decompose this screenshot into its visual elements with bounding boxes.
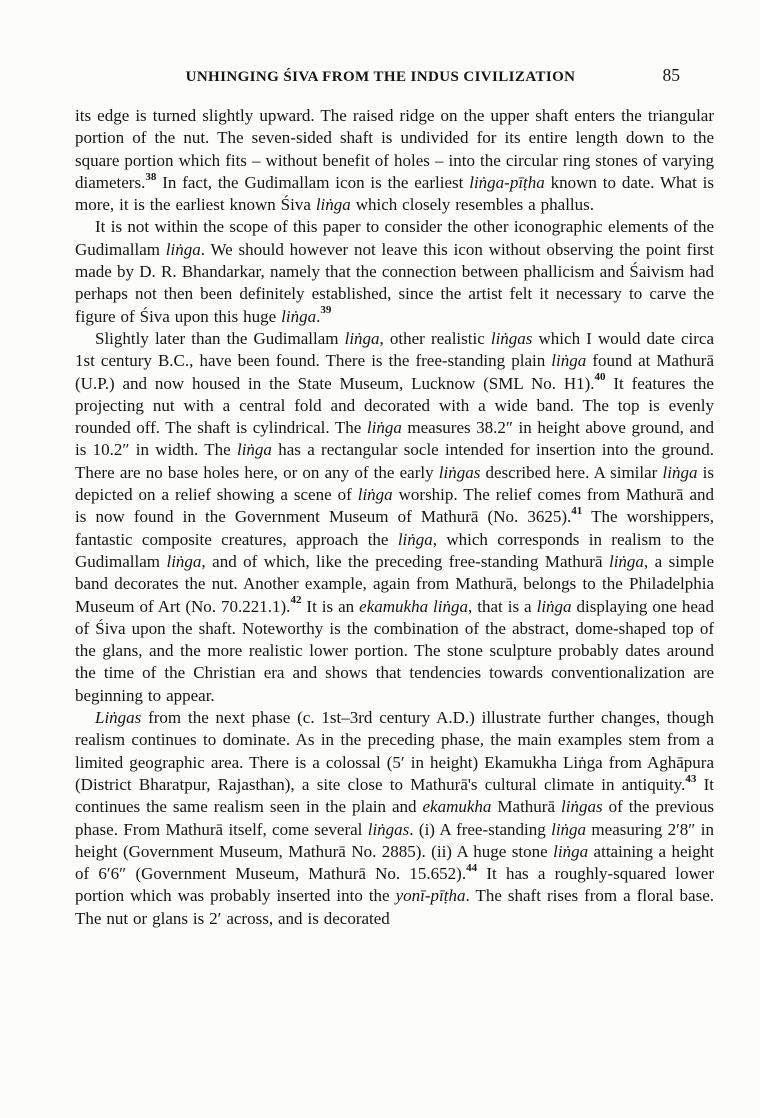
text-segment: described here. A similar [480, 462, 663, 482]
text-segment: which closely resembles a phallus. [350, 195, 595, 215]
footnote-ref: 39 [320, 304, 332, 317]
text-segment: has a rectangular socle intended for insertion into the ground. There are no base holes here, or on any of the early [75, 440, 714, 482]
text-segment: Slightly later than the Gudimallam [95, 328, 345, 348]
italic-term: ekamukha [422, 797, 492, 817]
italic-term: liṅgas [490, 328, 533, 348]
text-segment: from the next phase (c. 1st–3rd century A.D.) illustrate further changes, though realism continues to dominate. As in the preceding phase, the main examples stem from a limited geographic area. There is a colossal (5′ in height) Ekamukha Liṅga from Aghāpura (District Bharatpur, Rajasthan), a site close to Mathurā's cultural climate in antiquity. [75, 708, 714, 794]
text-segment: worship. The relief comes from Mathurā and is now found in the Government Museum of Mathurā (No. 3625). [75, 485, 714, 527]
footnote-ref: 40 [594, 371, 606, 384]
italic-term: ekamukha liṅga [359, 596, 469, 616]
page-header [75, 65, 714, 88]
italic-term: liṅga [608, 551, 644, 571]
italic-term: liṅgas [438, 462, 481, 482]
italic-term: liṅga-pīṭha [469, 172, 545, 192]
text-segment: known to date. What is more, it is the earliest known Śiva [75, 172, 715, 215]
italic-term: liṅga [551, 351, 587, 371]
page-number: 85 [662, 65, 680, 85]
italic-term: liṅga [166, 551, 202, 571]
text-segment: . The shaft rises from a floral base. The nut or glans is 2′ across, and is decorated [75, 886, 714, 928]
text-segment: It features the projecting nut with a central fold and decorated with a wide band. The top is evenly rounded off. The shaft is cylindrical. The [75, 373, 714, 438]
footnote-ref: 42 [290, 594, 302, 607]
running-title: UNHINGING ŚIVA FROM THE INDUS CIVILIZATION [185, 69, 576, 85]
text-segment: . (i) A free-standing [409, 819, 552, 839]
italic-term: liṅga [236, 440, 272, 460]
text-segment: , which corresponds in realism to the Gudimallam [75, 529, 714, 571]
italic-term: liṅgas [367, 819, 410, 839]
footnote-ref: 44 [466, 861, 478, 874]
italic-term: liṅga [551, 819, 587, 839]
text-segment: . [316, 306, 321, 326]
text-segment: , that is a [468, 596, 537, 616]
italic-term: liṅga [165, 239, 201, 259]
text-segment: attaining a height of 6′6″ (Government Museum, Mathurā No. 15.652). [75, 841, 715, 884]
text-segment: In fact, the Gudimallam icon is the earliest [156, 172, 470, 192]
italic-term: yonī-pīṭha [395, 886, 466, 906]
italic-term: liṅga [536, 596, 572, 616]
text-segment: Mathurā [491, 797, 562, 817]
text-segment: measures 38.2″ in height above ground, and is 10.2″ in width. The [75, 418, 714, 460]
text-segment: The worshippers, fantastic composite creatures, approach the [75, 507, 714, 549]
footnote-ref: 41 [571, 505, 583, 518]
italic-term: liṅga [315, 195, 351, 215]
footnote-ref: 43 [685, 772, 697, 785]
paragraph-2 [75, 216, 714, 327]
italic-term: liṅga [662, 462, 698, 482]
italic-term: liṅga [344, 328, 380, 348]
text-segment: It is an [301, 596, 360, 616]
paragraph-1 [75, 105, 714, 216]
text-segment: It continues the same realism seen in the plain and [75, 774, 714, 817]
text-segment: is depicted on a relief showing a scene of [75, 462, 714, 505]
text-segment: It is not within the scope of this paper to consider the other iconographic elements of the Gudimallam [75, 217, 714, 259]
footnote-ref: 38 [145, 170, 157, 183]
text-segment: found at Mathurā (U.P.) and now housed in the State Museum, Lucknow (SML No. H1). [75, 351, 714, 393]
italic-term: liṅga [553, 841, 589, 861]
italic-term: Liṅgas [95, 708, 142, 728]
text-segment: , other realistic [379, 328, 491, 348]
italic-term: liṅga [281, 306, 317, 326]
text-segment: measuring 2′8″ in height (Government Museum, Mathurā No. 2885). (ii) A huge stone [75, 819, 714, 861]
text-segment: its edge is turned slightly upward. The raised ridge on the upper shaft enters the triangular portion of the nut. The seven-sided shaft is undivided for its entire length down to the square portion which fits – without benefit of holes – into the circular ring stones of varying diameters. [75, 106, 714, 192]
paragraph-3 [75, 328, 714, 707]
italic-term: liṅga [366, 418, 402, 438]
paragraph-4 [75, 707, 714, 930]
italic-term: liṅgas [561, 797, 603, 817]
text-segment: displaying one head of Śiva upon the shaft. Noteworthy is the combination of the abstract, dome-shaped top of the glans, and the more realistic lower portion. The stone sculpture probably dates around the time of the Christian era and shows that tendencies towards conventionalization are beginning to appear. [75, 596, 714, 705]
italic-term: liṅga [357, 485, 393, 505]
text-segment: , and of which, like the preceding free-standing Mathurā [201, 551, 609, 571]
body-text [75, 105, 714, 930]
text-segment: It has a roughly-squared lower portion which was probably inserted into the [75, 864, 714, 906]
text-segment: . We should however not leave this icon without observing the point first made by D. R. Bhandarkar, namely that the connection between phallicism and Śaivism had perhaps not then been definitely established, since the artist felt it necessary to carve the figure of Śiva upon this huge [75, 239, 714, 326]
text-segment: which I would date circa 1st century B.C., have been found. There is the free-standing plain [75, 328, 714, 371]
text-segment: , a simple band decorates the nut. Another example, again from Mathurā, belongs to the Philadelphia Museum of Art (No. 70.221.1). [75, 551, 714, 616]
text-segment: of the previous phase. From Mathurā itself, come several [75, 797, 715, 839]
italic-term: liṅga [397, 529, 433, 549]
